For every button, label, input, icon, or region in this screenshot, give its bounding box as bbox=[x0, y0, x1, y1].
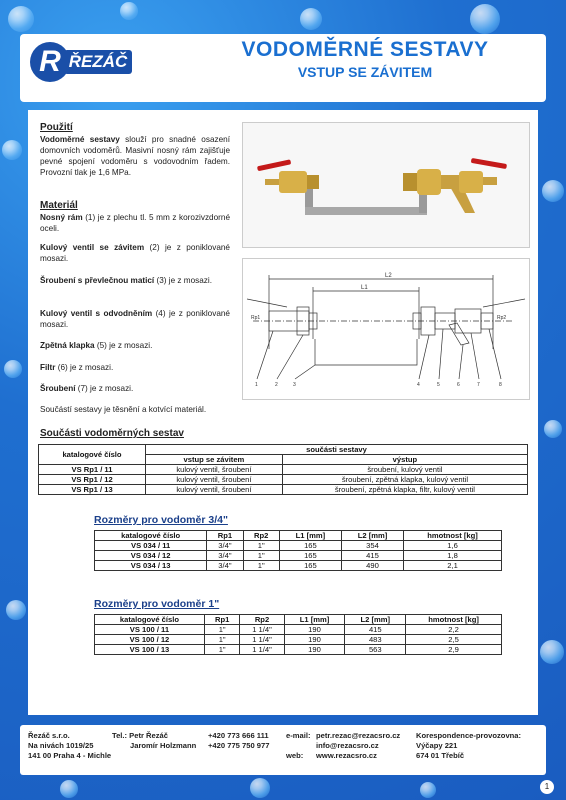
table-row bbox=[95, 551, 502, 561]
bubble-decoration bbox=[300, 8, 322, 30]
bubble-decoration bbox=[6, 600, 26, 620]
drawing-label-rp1: Rp1 bbox=[251, 315, 261, 321]
table-row bbox=[39, 465, 528, 475]
table-cell: 2,9 bbox=[406, 645, 502, 655]
company-logo bbox=[30, 42, 140, 82]
bubble-decoration bbox=[4, 360, 22, 378]
table-cell: 415 bbox=[341, 551, 403, 561]
table-cell: 2,1 bbox=[404, 561, 502, 571]
table-cell: 2,2 bbox=[406, 625, 502, 635]
column-header-code: katalogové číslo bbox=[39, 445, 146, 465]
material-item-1 bbox=[40, 212, 230, 234]
table-cell: 1 1/4" bbox=[240, 635, 284, 645]
table-cell: šroubení, kulový ventil bbox=[282, 465, 527, 475]
table-cell: 1" bbox=[204, 625, 240, 635]
table-cell: VS 034 / 13 bbox=[95, 561, 207, 571]
technical-drawing bbox=[242, 258, 530, 400]
material-item-text: (4) je z poniklované mosazi. bbox=[40, 309, 230, 329]
bubble-decoration bbox=[544, 420, 562, 438]
pouziti-bold: Vodoměrné sestavy bbox=[40, 135, 120, 144]
technical-drawing-svg bbox=[243, 259, 529, 399]
footer-email-label: e-mail: bbox=[286, 731, 311, 740]
column-header: Rp1 bbox=[204, 615, 240, 625]
table-cell: 165 bbox=[279, 561, 341, 571]
column-header: L2 [mm] bbox=[341, 531, 403, 541]
page-number: 1 bbox=[540, 780, 554, 794]
table-cell: 1 1/4" bbox=[240, 645, 284, 655]
table-cell: 3/4" bbox=[207, 541, 243, 551]
drawing-part-label: 1 bbox=[255, 382, 258, 388]
table-cell: 1" bbox=[243, 551, 279, 561]
material-item-3 bbox=[40, 275, 230, 286]
soucasti-heading: Součásti vodoměrných sestav bbox=[40, 428, 184, 439]
bubble-decoration bbox=[470, 4, 500, 34]
table-cell: 1,8 bbox=[404, 551, 502, 561]
table-cell: šroubení, zpětná klapka, kulový ventil bbox=[282, 475, 527, 485]
table-cell: 190 bbox=[284, 635, 345, 645]
table-header-row bbox=[39, 445, 528, 455]
drawing-part-label: 3 bbox=[293, 382, 296, 388]
table-cell: 165 bbox=[279, 541, 341, 551]
page-subtitle: VSTUP SE ZÁVITEM bbox=[297, 64, 433, 80]
logo-letter: R bbox=[30, 42, 70, 82]
table-header-row bbox=[95, 615, 502, 625]
table-cell: 1" bbox=[204, 645, 240, 655]
table-row bbox=[39, 485, 528, 495]
main-content bbox=[28, 110, 538, 715]
table-cell: kulový ventil, šroubení bbox=[146, 485, 283, 495]
table-cell: 490 bbox=[341, 561, 403, 571]
drawing-part-label: 4 bbox=[417, 382, 420, 388]
column-header-group: součásti sestavy bbox=[146, 445, 528, 455]
logo-text: ŘEZÁČ bbox=[64, 50, 132, 74]
drawing-label-rp2: Rp2 bbox=[497, 315, 507, 321]
table-cell: 2,5 bbox=[406, 635, 502, 645]
product-photo bbox=[242, 122, 530, 248]
table-cell: šroubení, zpětná klapka, filtr, kulový ventil bbox=[282, 485, 527, 495]
bubble-decoration bbox=[540, 640, 564, 664]
material-item-6 bbox=[40, 362, 230, 373]
soucasti-table bbox=[38, 444, 528, 495]
material-item-bold: Kulový ventil se závitem bbox=[40, 243, 145, 252]
material-item-text: (7) je z mosazi. bbox=[75, 384, 134, 393]
bubble-decoration bbox=[542, 180, 564, 202]
header bbox=[20, 34, 546, 102]
footer-tel-label: Tel.: Petr Řezáč bbox=[112, 731, 168, 740]
bubble-decoration bbox=[60, 780, 78, 798]
drawing-part-label: 2 bbox=[275, 382, 278, 388]
column-header: Rp2 bbox=[243, 531, 279, 541]
table-cell: 3/4" bbox=[207, 551, 243, 561]
table-row bbox=[95, 635, 502, 645]
material-item-text: (1) je z plechu tl. 5 mm z korozivzdorné oceli. bbox=[40, 213, 230, 233]
table-cell: 354 bbox=[341, 541, 403, 551]
drawing-part-label: 7 bbox=[477, 382, 480, 388]
footer bbox=[20, 725, 546, 775]
footer-city: 141 00 Praha 4 - Michle bbox=[28, 751, 112, 760]
table-cell: 165 bbox=[279, 551, 341, 561]
table-row bbox=[95, 645, 502, 655]
table-row bbox=[95, 541, 502, 551]
column-header: L2 [mm] bbox=[345, 615, 406, 625]
table-cell: 1 1/4" bbox=[240, 625, 284, 635]
rozmery1-heading: Rozměry pro vodoměr 1" bbox=[94, 598, 220, 610]
material-item-text: (5) je z mosazi. bbox=[94, 341, 153, 350]
material-item-4 bbox=[40, 308, 230, 330]
bubble-decoration bbox=[250, 778, 270, 798]
column-header: L1 [mm] bbox=[284, 615, 345, 625]
table-cell: 1,6 bbox=[404, 541, 502, 551]
table-cell: VS Rp1 / 11 bbox=[39, 465, 146, 475]
table-row bbox=[95, 625, 502, 635]
table-cell: 483 bbox=[345, 635, 406, 645]
column-header-in: vstup se závitem bbox=[146, 455, 283, 465]
product-photo-illustration bbox=[243, 123, 529, 247]
table-cell: 563 bbox=[345, 645, 406, 655]
bubble-decoration bbox=[8, 6, 34, 32]
table-cell: 415 bbox=[345, 625, 406, 635]
table-cell: 1" bbox=[243, 561, 279, 571]
table-cell: VS 100 / 11 bbox=[95, 625, 205, 635]
material-note: Součástí sestavy je těsnění a kotvící materiál. bbox=[40, 405, 207, 414]
footer-tel-person2: Jaromír Holzmann bbox=[130, 741, 197, 750]
rozmery34-table bbox=[94, 530, 502, 571]
material-item-bold: Kulový ventil s odvodněním bbox=[40, 309, 153, 318]
material-item-bold: Nosný rám bbox=[40, 213, 83, 222]
drawing-label-l1: L1 bbox=[361, 285, 368, 291]
footer-web-label: web: bbox=[286, 751, 304, 760]
table-cell: 190 bbox=[284, 625, 345, 635]
drawing-part-label: 8 bbox=[499, 382, 502, 388]
drawing-part-label: 5 bbox=[437, 382, 440, 388]
bubble-decoration bbox=[420, 782, 436, 798]
footer-branch-label: Korespondence-provozovna: bbox=[416, 731, 522, 740]
rozmery34-heading: Rozměry pro vodoměr 3/4" bbox=[94, 514, 228, 526]
footer-company: Řezáč s.r.o. bbox=[28, 731, 70, 740]
footer-email2[interactable]: info@rezacsro.cz bbox=[316, 741, 379, 750]
bubble-decoration bbox=[120, 2, 138, 20]
column-header: Rp2 bbox=[240, 615, 284, 625]
rozmery1-table bbox=[94, 614, 502, 655]
table-cell: kulový ventil, šroubení bbox=[146, 465, 283, 475]
pouziti-paragraph bbox=[40, 134, 230, 178]
pouziti-text: slouží pro snadné osazení domovních vodoměrů. Masivní nosný rám zajišťuje pevné spojení vodoměru s vodovodním řadem. Provozní tlak je 1,6 MPa. bbox=[40, 135, 230, 177]
bubble-decoration bbox=[2, 140, 22, 160]
material-item-2 bbox=[40, 242, 230, 264]
column-header: Rp1 bbox=[207, 531, 243, 541]
table-cell: VS 100 / 13 bbox=[95, 645, 205, 655]
footer-branch-street: Výčapy 221 bbox=[416, 741, 458, 750]
material-item-text: (2) je z poniklované mosazi. bbox=[40, 243, 230, 263]
material-item-text: (6) je z mosazi. bbox=[55, 363, 114, 372]
table-cell: VS Rp1 / 12 bbox=[39, 475, 146, 485]
column-header: hmotnost [kg] bbox=[406, 615, 502, 625]
table-row bbox=[39, 475, 528, 485]
table-cell: 190 bbox=[284, 645, 345, 655]
column-header: katalogové číslo bbox=[95, 615, 205, 625]
table-cell: VS 034 / 11 bbox=[95, 541, 207, 551]
table-cell: 3/4" bbox=[207, 561, 243, 571]
page-title: VODOMĚRNÉ SESTAVY bbox=[241, 38, 489, 61]
column-header: L1 [mm] bbox=[279, 531, 341, 541]
material-item-bold: Šroubení s převlečnou maticí bbox=[40, 276, 155, 285]
pouziti-heading: Použití bbox=[40, 122, 73, 133]
material-item-bold: Zpětná klapka bbox=[40, 341, 95, 350]
footer-email1[interactable]: petr.rezac@rezacsro.cz bbox=[316, 731, 401, 740]
material-item-5 bbox=[40, 340, 230, 351]
footer-tel1: +420 773 666 111 bbox=[208, 731, 269, 740]
material-item-bold: Šroubení bbox=[40, 384, 76, 393]
material-item-7 bbox=[40, 383, 230, 394]
footer-tel2: +420 775 750 977 bbox=[208, 741, 270, 750]
column-header: katalogové číslo bbox=[95, 531, 207, 541]
material-item-text: (3) je z mosazi. bbox=[154, 276, 212, 285]
material-item-bold: Filtr bbox=[40, 363, 56, 372]
column-header-out: výstup bbox=[282, 455, 527, 465]
footer-web[interactable]: www.rezacsro.cz bbox=[316, 751, 377, 760]
material-heading: Materiál bbox=[40, 200, 78, 211]
drawing-part-label: 6 bbox=[457, 382, 460, 388]
footer-branch-city: 674 01 Třebíč bbox=[416, 751, 465, 760]
table-cell: 1" bbox=[243, 541, 279, 551]
table-header-row bbox=[95, 531, 502, 541]
drawing-label-l2: L2 bbox=[385, 273, 392, 279]
table-row bbox=[95, 561, 502, 571]
column-header: hmotnost [kg] bbox=[404, 531, 502, 541]
table-cell: VS 100 / 12 bbox=[95, 635, 205, 645]
table-cell: kulový ventil, šroubení bbox=[146, 475, 283, 485]
table-cell: 1" bbox=[204, 635, 240, 645]
footer-street: Na nivách 1019/25 bbox=[28, 741, 94, 750]
table-cell: VS 034 / 12 bbox=[95, 551, 207, 561]
table-cell: VS Rp1 / 13 bbox=[39, 485, 146, 495]
